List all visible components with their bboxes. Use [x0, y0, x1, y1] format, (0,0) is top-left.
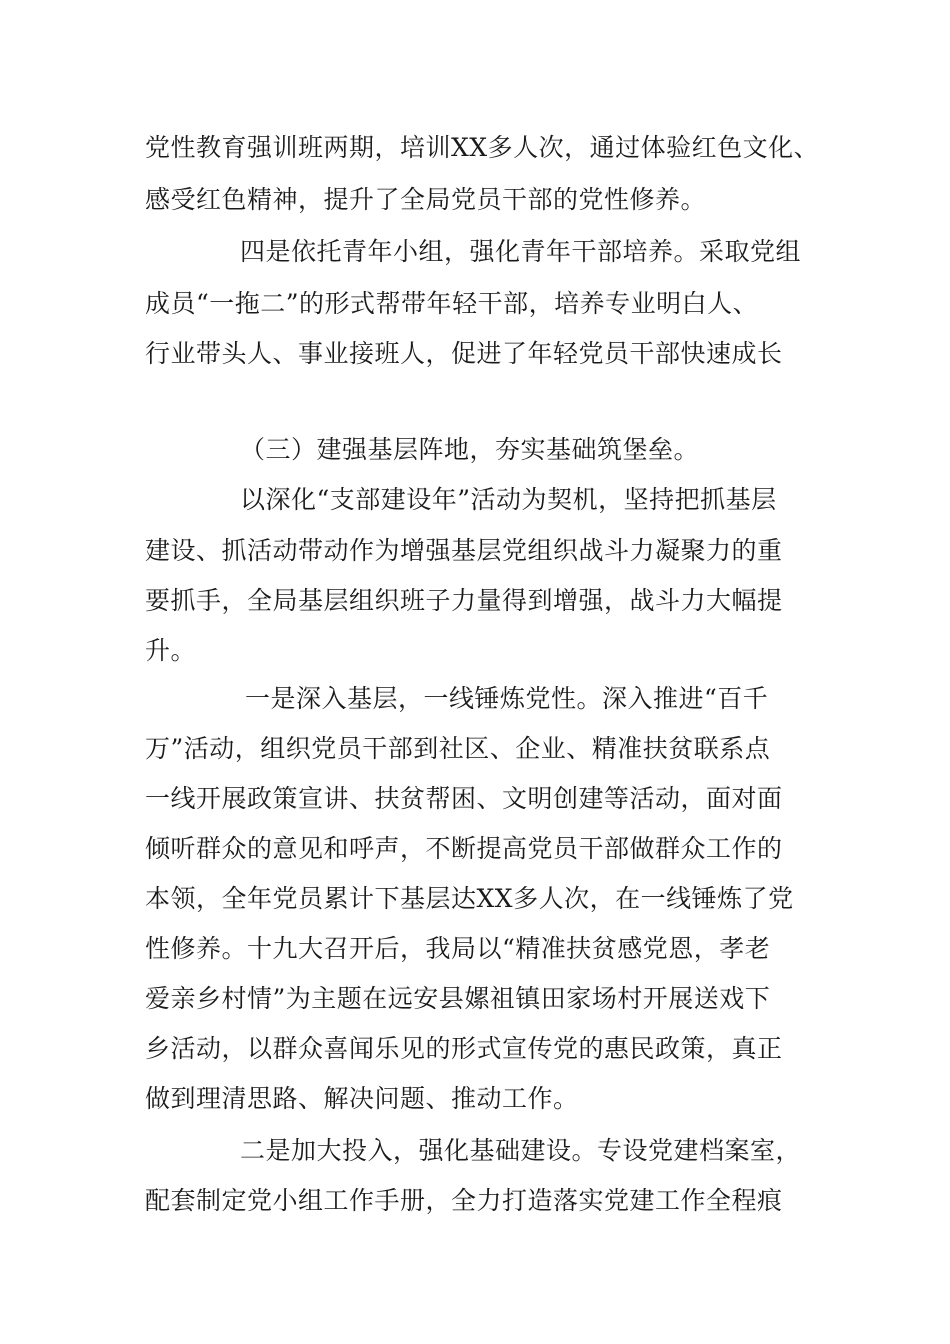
text-line-5: 行业带头人、事业接班人，促进了年轻党员干部快速成长 [145, 339, 783, 368]
text-line-9: 要抓手，全局基层组织班子力量得到增强，战斗力大幅提 [145, 586, 783, 615]
section-intro-start: 以深化“支部建设年”活动为契机，坚持把抓基层 [240, 485, 777, 514]
paragraph-one-start: 一是深入基层，一线锤炼党性。深入推进“百千 [245, 684, 769, 713]
text-line-8: 建设、抓活动带动作为增强基层党组织战斗力凝聚力的重 [145, 536, 783, 565]
text-line-17: 爱亲乡村情”为主题在远安县嫘祖镇田家场村开展送戏下 [145, 984, 771, 1013]
text-line-16: 性修养。十九大召开后，我局以“精准扶贫感党恩，孝老 [145, 934, 771, 963]
text-line-2: 感受红色精神，提升了全局党员干部的党性修养。 [145, 185, 707, 214]
text-line-13: 一线开展政策宣讲、扶贫帮困、文明创建等活动，面对面 [145, 784, 783, 813]
text-line-15: 本领，全年党员累计下基层达XX多人次，在一线锤炼了党 [145, 884, 794, 913]
text-line-4: 成员“一拖二”的形式帮带年轻干部，培养专业明白人、 [145, 289, 759, 318]
paragraph-two-start: 二是加大投入，强化基础建设。专设党建档案室， [240, 1136, 802, 1165]
section-heading-three: （三）建强基层阵地，夯实基础筑堡垒。 [240, 435, 700, 464]
text-line-12: 万”活动，组织党员干部到社区、企业、精准扶贫联系点 [145, 734, 771, 763]
text-line-1: 党性教育强训班两期，培训XX多人次，通过体验红色文化、 [145, 133, 820, 162]
text-line-10: 升。 [145, 636, 197, 665]
text-line-19: 做到理清思路、解决问题、推动工作。 [145, 1084, 579, 1113]
text-line-21: 配套制定党小组工作手册，全力打造落实党建工作全程痕 [145, 1186, 783, 1215]
text-line-14: 倾听群众的意见和呼声，不断提高党员干部做群众工作的 [145, 834, 783, 863]
text-line-18: 乡活动，以群众喜闻乐见的形式宣传党的惠民政策，真正 [145, 1034, 783, 1063]
paragraph-four-start: 四是依托青年小组，强化青年干部培养。采取党组 [240, 237, 802, 266]
